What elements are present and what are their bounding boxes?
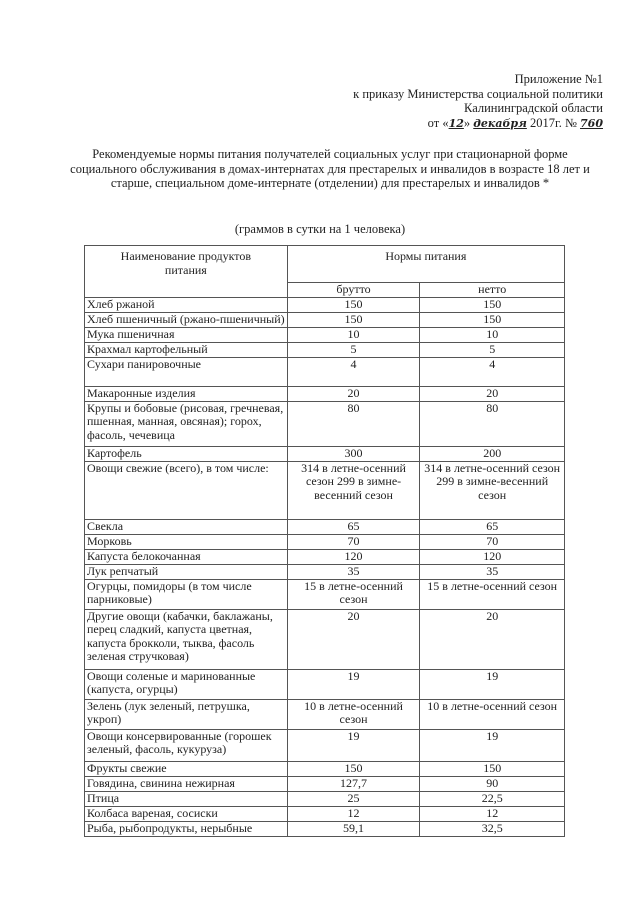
cell-netto: 200 <box>420 446 565 461</box>
cell-brutto: 20 <box>287 386 420 401</box>
cell-netto: 10 в летне-осенний сезон <box>420 699 565 729</box>
order-date: от «12» декабря 2017г. № 760 <box>427 115 603 130</box>
table-row <box>85 776 565 791</box>
cell-brutto: 19 <box>287 729 420 761</box>
table-row <box>85 669 565 699</box>
cell-brutto: 65 <box>287 519 420 534</box>
cell-name: Хлеб ржаной <box>85 297 288 312</box>
table-row <box>85 312 565 327</box>
cell-netto: 5 <box>420 342 565 357</box>
table-row <box>85 761 565 776</box>
cell-brutto: 5 <box>287 342 420 357</box>
cell-brutto: 314 в летне-осенний сезон 299 в зимне-весенний сезон <box>287 461 420 519</box>
cell-netto: 22,5 <box>420 791 565 806</box>
cell-brutto: 10 в летне-осенний сезон <box>287 699 420 729</box>
cell-netto: 4 <box>420 357 565 386</box>
cell-netto: 20 <box>420 609 565 669</box>
table-row <box>85 357 565 386</box>
cell-brutto: 4 <box>287 357 420 386</box>
cell-netto: 80 <box>420 401 565 446</box>
cell-netto: 12 <box>420 806 565 821</box>
table-row <box>85 564 565 579</box>
appendix-header <box>353 72 603 131</box>
cell-name: Крахмал картофельный <box>85 342 288 357</box>
cell-brutto: 70 <box>287 534 420 549</box>
table-row <box>85 519 565 534</box>
handwritten-month: декабря <box>473 116 527 130</box>
table-row <box>85 461 565 519</box>
cell-netto: 70 <box>420 534 565 549</box>
cell-brutto: 25 <box>287 791 420 806</box>
cell-brutto: 150 <box>287 312 420 327</box>
table-row <box>85 609 565 669</box>
cell-name: Овощи свежие (всего), в том числе: <box>85 461 288 519</box>
table-row <box>85 534 565 549</box>
table-row <box>85 342 565 357</box>
table-row <box>85 579 565 609</box>
cell-name: Капуста белокочанная <box>85 549 288 564</box>
header-norms: Нормы питания <box>287 246 564 283</box>
appendix-line: к приказу Министерства социальной политики <box>353 86 603 101</box>
cell-brutto: 80 <box>287 401 420 446</box>
table-row <box>85 729 565 761</box>
table-row <box>85 297 565 312</box>
cell-netto: 10 <box>420 327 565 342</box>
cell-netto: 90 <box>420 776 565 791</box>
table-row <box>85 386 565 401</box>
table-row <box>85 791 565 806</box>
cell-netto: 120 <box>420 549 565 564</box>
cell-brutto: 19 <box>287 669 420 699</box>
cell-brutto: 300 <box>287 446 420 461</box>
table-row <box>85 401 565 446</box>
cell-netto: 35 <box>420 564 565 579</box>
cell-netto: 150 <box>420 312 565 327</box>
table-row <box>85 699 565 729</box>
cell-name: Макаронные изделия <box>85 386 288 401</box>
cell-brutto: 35 <box>287 564 420 579</box>
cell-brutto: 12 <box>287 806 420 821</box>
table-row <box>85 327 565 342</box>
table-row <box>85 821 565 836</box>
cell-netto: 20 <box>420 386 565 401</box>
cell-brutto: 20 <box>287 609 420 669</box>
cell-name: Сухари панировочные <box>85 357 288 386</box>
table-row <box>85 446 565 461</box>
cell-netto: 19 <box>420 729 565 761</box>
cell-netto: 32,5 <box>420 821 565 836</box>
cell-brutto: 59,1 <box>287 821 420 836</box>
cell-name: Хлеб пшеничный (ржано-пшеничный) <box>85 312 288 327</box>
cell-name: Овощи консервированные (горошек зеленый, фасоль, кукуруза) <box>85 729 288 761</box>
document-title: Рекомендуемые нормы питания получателей социальных услуг при стационарной форме социального обслуживания в домах-интернатах для престарелых и инвалидов в возрасте 18 лет и старше, специальном доме-интернате (отделении) для престарелых и инвалидов * <box>70 147 590 190</box>
cell-netto: 19 <box>420 669 565 699</box>
table-row <box>85 549 565 564</box>
nutrition-table <box>84 245 565 837</box>
cell-name: Зелень (лук зеленый, петрушка, укроп) <box>85 699 288 729</box>
unit-note: (граммов в сутки на 1 человека) <box>234 222 406 236</box>
cell-brutto: 10 <box>287 327 420 342</box>
cell-name: Морковь <box>85 534 288 549</box>
cell-name: Лук репчатый <box>85 564 288 579</box>
cell-name: Огурцы, помидоры (в том числе парниковые) <box>85 579 288 609</box>
appendix-line: Калининградской области <box>464 101 603 115</box>
cell-netto: 150 <box>420 297 565 312</box>
cell-brutto: 150 <box>287 297 420 312</box>
cell-name: Свекла <box>85 519 288 534</box>
cell-netto: 15 в летне-осенний сезон <box>420 579 565 609</box>
cell-name: Рыба, рыбопродукты, нерыбные <box>85 821 288 836</box>
cell-brutto: 15 в летне-осенний сезон <box>287 579 420 609</box>
header-name: Наименование продуктов питания <box>85 246 288 298</box>
cell-netto: 150 <box>420 761 565 776</box>
appendix-line: Приложение №1 <box>514 72 603 86</box>
handwritten-number: 760 <box>580 116 603 130</box>
cell-name: Крупы и бобовые (рисовая, гречневая, пшенная, манная, овсяная); горох, фасоль, чечевица <box>85 401 288 446</box>
cell-name: Картофель <box>85 446 288 461</box>
header-netto: нетто <box>420 283 565 298</box>
cell-brutto: 127,7 <box>287 776 420 791</box>
cell-name: Овощи соленые и маринованные (капуста, огурцы) <box>85 669 288 699</box>
cell-netto: 314 в летне-осенний сезон 299 в зимне-весенний сезон <box>420 461 565 519</box>
cell-name: Колбаса вареная, сосиски <box>85 806 288 821</box>
header-brutto: брутто <box>287 283 420 298</box>
handwritten-day: 12 <box>448 116 464 130</box>
cell-name: Птица <box>85 791 288 806</box>
cell-name: Говядина, свинина нежирная <box>85 776 288 791</box>
cell-brutto: 120 <box>287 549 420 564</box>
cell-name: Мука пшеничная <box>85 327 288 342</box>
cell-brutto: 150 <box>287 761 420 776</box>
table-row <box>85 806 565 821</box>
cell-name: Фрукты свежие <box>85 761 288 776</box>
cell-name: Другие овощи (кабачки, баклажаны, перец сладкий, капуста цветная, капуста брокколи, тыква, фасоль зеленая стручковая) <box>85 609 288 669</box>
cell-netto: 65 <box>420 519 565 534</box>
